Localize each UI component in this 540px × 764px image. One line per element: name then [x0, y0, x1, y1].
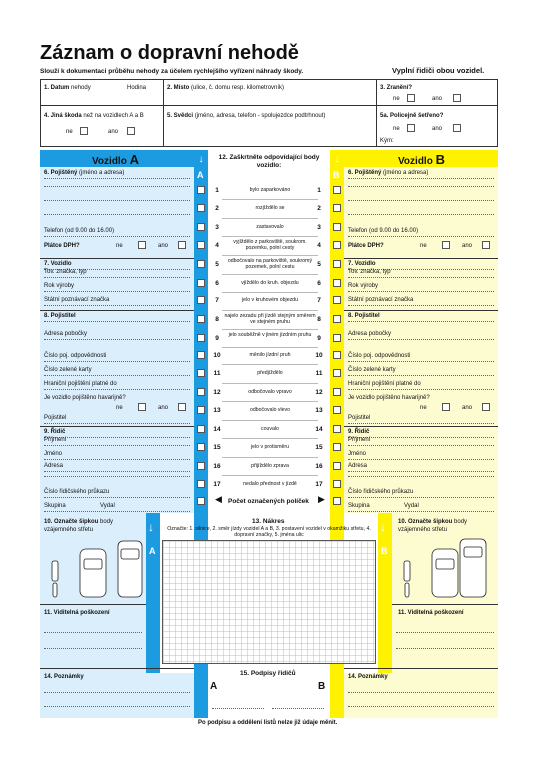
item-16-b-checkbox[interactable]: [333, 462, 341, 470]
item-number-a: 5: [215, 261, 219, 268]
b-surname-field[interactable]: [348, 445, 494, 446]
b-first-name-field[interactable]: [348, 459, 494, 460]
a-liability-no-field[interactable]: [44, 361, 190, 362]
item-number-b: 17: [315, 481, 323, 488]
arrow-down-icon: ↓: [148, 520, 154, 534]
b-year-field[interactable]: [348, 291, 494, 292]
item-17-b-checkbox[interactable]: [333, 480, 341, 488]
a-border-insurance-label: Hraniční pojištění platné do: [44, 381, 117, 387]
item-number-a: 6: [215, 280, 219, 287]
a-vat-payer-no-checkbox[interactable]: [138, 241, 146, 249]
a-first-name-label: Jméno: [44, 451, 63, 457]
item-9-label: jelo souběžně v jiném jízdním pruhu: [228, 332, 312, 338]
subtitle: Slouží k dokumentaci průběhu nehody za účelem rychlejšího vyřízení náhrady škody.: [40, 68, 304, 75]
arrow-down-icon: ↓: [380, 520, 386, 534]
item-number-a: 17: [213, 481, 221, 488]
item-7-label: jelo v kruhovém objezdu: [242, 297, 298, 303]
a-green-card-field[interactable]: [44, 375, 190, 376]
item-4-a-checkbox[interactable]: [197, 241, 205, 249]
item-14-b-checkbox[interactable]: [333, 425, 341, 433]
a-branch-address-field[interactable]: [44, 339, 190, 340]
item-number-a: 16: [213, 463, 221, 470]
b-make-type-field[interactable]: [348, 277, 494, 278]
other-damage-no-checkbox[interactable]: [80, 127, 88, 135]
a-vehicle-section-label: 7. Vozidlo: [44, 261, 72, 267]
item-9-a-checkbox[interactable]: [197, 334, 205, 342]
vehicle-a-panel: [40, 167, 194, 513]
injury-no-checkbox[interactable]: [407, 94, 415, 102]
item-number-a: 10: [213, 352, 221, 359]
item-number-b: 8: [317, 316, 321, 323]
item-number-a: 2: [215, 205, 219, 212]
item-11-a-checkbox[interactable]: [197, 369, 205, 377]
item-3-b-checkbox[interactable]: [333, 223, 341, 231]
item-8-label: najelo zezadu při jízdě stejným směrem ve stejném pruhu: [224, 313, 316, 325]
vehicle-b-heading: Vozidlo B: [398, 152, 445, 167]
b-group-field[interactable]: [348, 511, 494, 512]
a-insured-label: 6. Pojištěný (jméno a adresa): [44, 170, 125, 176]
section-10b-label: 10. Označte šipkou body: [398, 519, 468, 525]
b-phone-field[interactable]: [348, 236, 494, 237]
a-license-no-label: Číslo řidičského průkazu: [44, 489, 110, 495]
a-insurer-field[interactable]: [44, 423, 190, 424]
a-green-card-label: Číslo zelené karty: [44, 367, 92, 373]
signature-a-line[interactable]: [212, 708, 264, 709]
item-12-b-checkbox[interactable]: [333, 388, 341, 396]
item-3-a-checkbox[interactable]: [197, 223, 205, 231]
b-make-type-label: Tov. značka, typ: [348, 269, 391, 275]
a-insured-field[interactable]: [44, 178, 190, 179]
field-1-hour-label: Hodina: [127, 85, 147, 91]
a-address-field[interactable]: [44, 471, 190, 472]
a-vat-payer-yes-checkbox[interactable]: [178, 241, 186, 249]
a-group-field[interactable]: [44, 511, 190, 512]
item-number-b: 4: [317, 242, 321, 249]
a-plate-field[interactable]: [44, 305, 190, 306]
b-issued-by-label: Vydal: [404, 503, 419, 509]
item-number-a: 9: [215, 335, 219, 342]
item-number-a: 12: [213, 389, 221, 396]
a-make-type-label: Tov. značka, typ: [44, 269, 87, 275]
item-12-a-checkbox[interactable]: [197, 388, 205, 396]
item-number-b: 12: [315, 389, 323, 396]
b-liability-no-field[interactable]: [348, 361, 494, 362]
injury-yes-checkbox[interactable]: [453, 94, 461, 102]
police-yes-checkbox[interactable]: [453, 124, 461, 132]
item-number-a: 1: [215, 187, 219, 194]
note-right: Vyplní řidiči obou vozidel.: [392, 66, 485, 75]
item-3-label: zastavovalo: [256, 224, 284, 230]
item-number-a: 15: [213, 444, 221, 451]
b-group-label: Skupina: [348, 503, 370, 509]
item-14-label: couvalo: [261, 426, 279, 432]
item-2-b-checkbox[interactable]: [333, 204, 341, 212]
item-number-b: 2: [317, 205, 321, 212]
item-number-b: 15: [315, 444, 323, 451]
a-border-insurance-field[interactable]: [44, 389, 190, 390]
b-driver-section-label: 9. Řidič: [348, 429, 370, 435]
b-green-card-label: Číslo zelené karty: [348, 367, 396, 373]
b-plate-label: Státní poznávací značka: [348, 297, 414, 303]
section-11a-label: 11. Viditelná poškození: [44, 610, 110, 616]
a-vat-payer-label: Plátce DPH?: [44, 243, 80, 249]
b-casco-label: Je vozidlo pojištěno havarijně?: [348, 395, 430, 401]
a-phone-field[interactable]: [44, 236, 190, 237]
field-1-label: 1. Datum nehody: [44, 85, 91, 91]
section-12-heading: 12. Zaškrtněte odpovídající body vozidlo:: [218, 154, 320, 169]
item-number-a: 7: [215, 297, 219, 304]
item-number-b: 11: [315, 370, 323, 377]
a-liability-no-label: Číslo poj. odpovědnosti: [44, 353, 107, 359]
section-14a-label: 14. Poznámky: [44, 674, 84, 680]
arrow-right-icon: ▶: [318, 494, 325, 504]
a-plate-label: Státní poznávací značka: [44, 297, 110, 303]
vehicle-outline-icons-b: [392, 535, 498, 605]
a-year-label: Rok výroby: [44, 283, 75, 289]
a-branch-address-label: Adresa pobočky: [44, 331, 88, 337]
item-10-label: měnilo jízdní pruh: [249, 352, 291, 358]
item-13-b-checkbox[interactable]: [333, 406, 341, 414]
item-15-a-checkbox[interactable]: [197, 443, 205, 451]
b-phone-label: Telefon (od 9.00 do 16.00): [348, 228, 419, 234]
b-vat-payer-label: Plátce DPH?: [348, 243, 384, 249]
a-casco-yes-checkbox[interactable]: [178, 403, 186, 411]
item-8-a-checkbox[interactable]: [197, 315, 205, 323]
item-number-a: 8: [215, 316, 219, 323]
b-branch-address-label: Adresa pobočky: [348, 331, 392, 337]
a-make-type-field[interactable]: [44, 277, 190, 278]
item-12-label: odbočovalo vpravo: [248, 389, 292, 395]
item-16-a-checkbox[interactable]: [197, 462, 205, 470]
section-13-heading: 13. Nákres: [252, 518, 285, 525]
signature-a-label: A: [210, 681, 218, 692]
item-number-a: 14: [213, 426, 221, 433]
item-4-label: vyjíždělo z parkoviště, soukrom. pozemku, polní cesty: [233, 239, 307, 251]
police-no-checkbox[interactable]: [407, 124, 415, 132]
signature-b-line[interactable]: [272, 708, 324, 709]
item-11-label: předjíždělo: [257, 370, 283, 376]
a-insurer-section-label: 8. Pojistitel: [44, 313, 76, 319]
a-insurer-section-field[interactable]: [44, 321, 190, 322]
item-number-b: 5: [317, 261, 321, 268]
a-phone-label: Telefon (od 9.00 do 16.00): [44, 228, 115, 234]
item-16-label: přijíždělo zprava: [251, 463, 289, 469]
b-year-label: Rok výroby: [348, 283, 379, 289]
item-number-a: 13: [213, 407, 221, 414]
item-number-b: 14: [315, 426, 323, 433]
item-14-a-checkbox[interactable]: [197, 425, 205, 433]
item-17-a-checkbox[interactable]: [197, 480, 205, 488]
item-5-b-checkbox[interactable]: [333, 260, 341, 268]
item-number-b: 7: [317, 297, 321, 304]
b-license-no-label: Číslo řidičského průkazu: [348, 489, 414, 495]
arrow-down-icon: ↓: [334, 154, 340, 165]
b-branch-address-field[interactable]: [348, 339, 494, 340]
sketch-grid[interactable]: [162, 540, 376, 664]
field-4-label: 4. Jiná škoda než na vozidlech A a B: [44, 113, 144, 119]
item-1-label: bylo zaparkováno: [249, 187, 291, 193]
vehicle-a-heading: Vozidlo A: [92, 152, 139, 167]
item-number-b: 3: [317, 224, 321, 231]
a-license-no-field[interactable]: [44, 497, 190, 498]
item-6-b-checkbox[interactable]: [333, 279, 341, 287]
item-number-b: 10: [315, 352, 323, 359]
item-7-a-checkbox[interactable]: [197, 296, 205, 304]
b-border-insurance-field[interactable]: [348, 389, 494, 390]
b-insurer-label: Pojistitel: [348, 415, 371, 421]
b-vat-payer-no-checkbox[interactable]: [442, 241, 450, 249]
b-first-name-label: Jméno: [348, 451, 367, 457]
a-year-field[interactable]: [44, 291, 190, 292]
item-2-a-checkbox[interactable]: [197, 204, 205, 212]
item-5-a-checkbox[interactable]: [197, 260, 205, 268]
item-13-label: odbočovalo vlevo: [249, 407, 291, 413]
item-number-b: 1: [317, 187, 321, 194]
item-9-b-checkbox[interactable]: [333, 334, 341, 342]
footer-note: Po podpisu a oddělení listů nelze již údaje měnit.: [198, 720, 338, 726]
field-2-label: 2. Místo (ulice, č. domu resp. kilometrovník): [167, 85, 285, 91]
a-casco-label: Je vozidlo pojištěno havarijně?: [44, 395, 126, 401]
item-2-label: rozjíždělo se: [255, 205, 285, 211]
vehicle-outline-icons-a: [40, 535, 146, 605]
b-casco-yes-checkbox[interactable]: [482, 403, 490, 411]
a-first-name-field[interactable]: [44, 459, 190, 460]
field-5-label: 5. Svědci (jméno, adresa, telefon - spolujezdce podtrhnout): [167, 113, 326, 119]
police-by-label: Kým:: [380, 138, 394, 144]
a-casco-no-checkbox[interactable]: [138, 403, 146, 411]
item-number-b: 6: [317, 280, 321, 287]
section-14b-label: 14. Poznámky: [348, 674, 388, 680]
item-number-b: 16: [315, 463, 323, 470]
b-green-card-field[interactable]: [348, 375, 494, 376]
b-insurer-field[interactable]: [348, 423, 494, 424]
section-10a-label: 10. Označte šipkou body: [44, 519, 114, 525]
section-13-note: Označte: 1. silnice, 2. směr jízdy vozidel A a B, 3. postavení vozidel v okamžiku střetu, 4. dopravní značky, 5. jména ulic: [167, 526, 371, 538]
count-b-box[interactable]: [333, 497, 341, 505]
item-13-a-checkbox[interactable]: [197, 406, 205, 414]
item-1-b-checkbox[interactable]: [333, 186, 341, 194]
item-7-b-checkbox[interactable]: [333, 296, 341, 304]
b-liability-no-label: Číslo poj. odpovědnosti: [348, 353, 411, 359]
item-11-b-checkbox[interactable]: [333, 369, 341, 377]
b-plate-field[interactable]: [348, 305, 494, 306]
b-vehicle-section-label: 7. Vozidlo: [348, 261, 376, 267]
section-11b-label: 11. Viditelná poškození: [398, 610, 464, 616]
b-insurer-section-label: 8. Pojistitel: [348, 313, 380, 319]
item-15-b-checkbox[interactable]: [333, 443, 341, 451]
b-address-field[interactable]: [348, 471, 494, 472]
field-3-label: 3. Zranění?: [380, 85, 413, 91]
item-6-a-checkbox[interactable]: [197, 279, 205, 287]
b-insured-field[interactable]: [348, 178, 494, 179]
item-15-label: jelo v protisměru: [250, 444, 290, 450]
b-insured-label: 6. Pojištěný (jméno a adresa): [348, 170, 429, 176]
b-surname-label: Příjmení: [348, 437, 371, 443]
item-1-a-checkbox[interactable]: [197, 186, 205, 194]
a-surname-label: Příjmení: [44, 437, 67, 443]
a-surname-field[interactable]: [44, 445, 190, 446]
page-title: Záznam o dopravní nehodě: [40, 42, 299, 64]
item-number-a: 3: [215, 224, 219, 231]
count-label: Počet označených políček: [228, 498, 309, 505]
vehicle-b-panel: [344, 167, 498, 513]
item-6-label: vjíždělo do kruh. objezdu: [241, 280, 299, 286]
b-insurer-section-field[interactable]: [348, 321, 494, 322]
item-10-b-checkbox[interactable]: [333, 351, 341, 359]
a-insurer-label: Pojistitel: [44, 415, 67, 421]
a-group-label: Skupina: [44, 503, 66, 509]
a-driver-section-label: 9. Řidič: [44, 429, 66, 435]
b-border-insurance-label: Hraniční pojištění platné do: [348, 381, 421, 387]
count-a-box[interactable]: [197, 497, 205, 505]
item-number-b: 9: [317, 335, 321, 342]
signature-b-label: B: [318, 681, 326, 692]
b-vat-payer-yes-checkbox[interactable]: [482, 241, 490, 249]
b-license-no-field[interactable]: [348, 497, 494, 498]
item-5-label: odbočovalo na parkoviště, soukromý pozemek, polní cestu: [227, 258, 313, 270]
b-casco-no-checkbox[interactable]: [442, 403, 450, 411]
other-damage-yes-checkbox[interactable]: [127, 127, 135, 135]
item-number-b: 13: [315, 407, 323, 414]
a-address-label: Adresa: [44, 463, 64, 469]
section-15-heading: 15. Podpisy řidičů: [240, 670, 296, 677]
item-10-a-checkbox[interactable]: [197, 351, 205, 359]
item-8-b-checkbox[interactable]: [333, 315, 341, 323]
item-17-label: nedalo přednost v jízdě: [243, 481, 297, 487]
a-issued-by-label: Vydal: [100, 503, 115, 509]
item-number-a: 4: [215, 242, 219, 249]
field-5a-label: 5a. Policejně šetřeno?: [380, 113, 444, 119]
item-4-b-checkbox[interactable]: [333, 241, 341, 249]
arrow-down-icon: ↓: [198, 154, 204, 165]
arrow-left-icon: ◀: [215, 494, 222, 504]
item-number-a: 11: [213, 370, 221, 377]
b-address-label: Adresa: [348, 463, 368, 469]
